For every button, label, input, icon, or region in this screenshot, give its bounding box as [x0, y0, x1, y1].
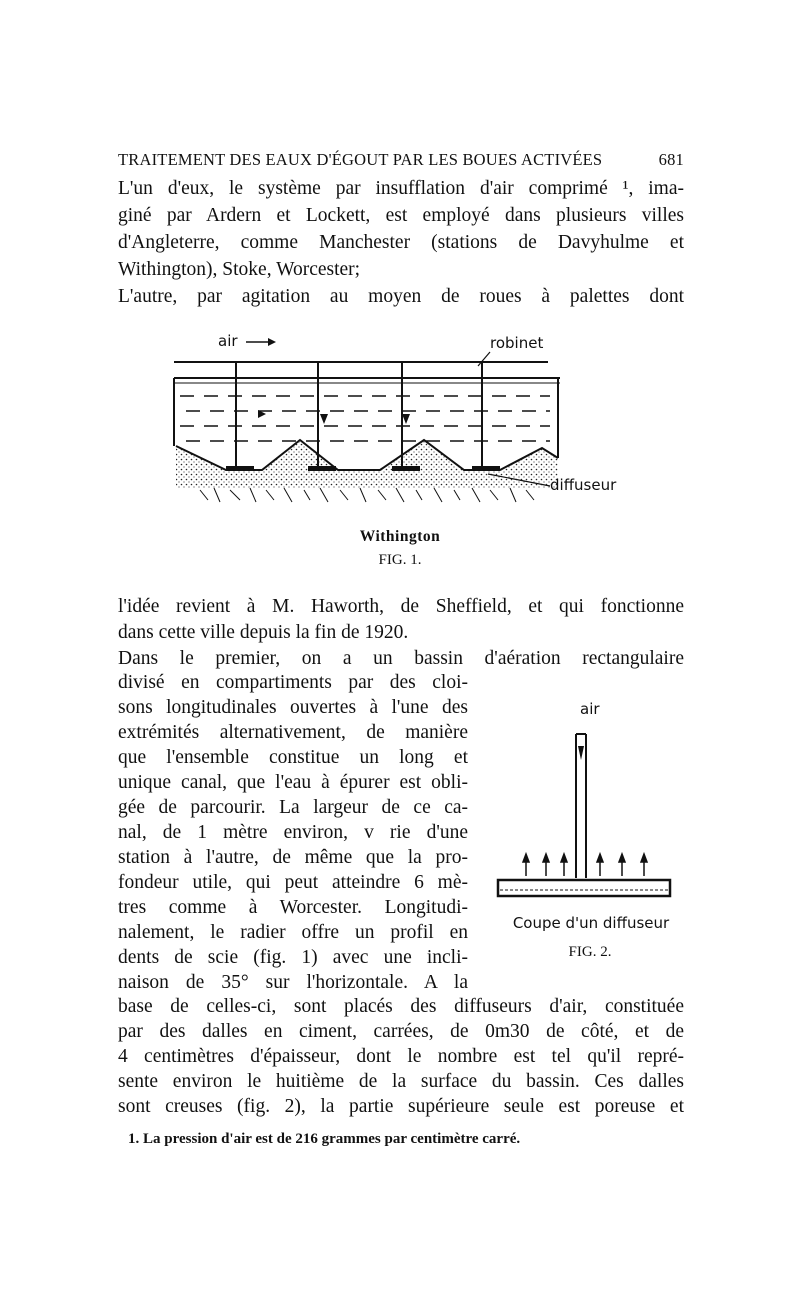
- fig2-caption: FIG. 2.: [568, 944, 612, 960]
- text-line: giné par Ardern et Lockett, est employé dans plusieurs villes: [118, 205, 684, 226]
- text-line: gée de parcourir. La largeur de ce ca-: [118, 797, 468, 818]
- text-line: d'Angleterre, comme Manchester (stations de Davyhulme et: [118, 232, 684, 253]
- text-line: station à l'autre, de même que la pro-: [118, 847, 468, 868]
- footnote: 1. La pression d'air est de 216 grammes par centimètre carré.: [128, 1131, 521, 1147]
- text-line: Dans le premier, on a un bassin d'aération rectangulaire: [118, 648, 684, 669]
- fig1-air-label: air: [218, 332, 238, 350]
- fig1-robinet-label: robinet: [490, 334, 544, 352]
- text-line: divisé en compartiments par des cloi-: [118, 672, 468, 693]
- text-line: base de celles-ci, sont placés des diffuseurs d'air, constituée: [118, 996, 684, 1017]
- text-line: par des dalles en ciment, carrées, de 0m30 de côté, et de: [118, 1021, 684, 1042]
- text-line: L'un d'eux, le système par insufflation d'air comprimé ¹, ima-: [118, 178, 684, 199]
- fig2-caption-title: Coupe d'un diffuseur: [512, 914, 670, 932]
- text-line: dents de scie (fig. 1) avec une incli-: [118, 947, 468, 968]
- text-line: sont creuses (fig. 2), la partie supérieure seule est poreuse et: [118, 1096, 684, 1117]
- fig2-air-label: air: [580, 700, 600, 718]
- text-line: fondeur utile, qui peut atteindre 6 mè-: [118, 872, 468, 893]
- page-number: 681: [658, 150, 684, 169]
- fig1-caption-title: Withington: [359, 528, 441, 545]
- text-line: naison de 35° sur l'horizontale. A la: [118, 972, 468, 993]
- text-line: L'autre, par agitation au moyen de roues à palettes dont: [118, 286, 684, 307]
- text-line: nalement, le radier offre un profil en: [118, 922, 468, 943]
- text-line: 4 centimètres d'épaisseur, dont le nombre est tel qu'il repré-: [118, 1046, 684, 1067]
- fig1-caption: FIG. 1.: [378, 552, 422, 568]
- fig1-diffuseur-label: diffuseur: [550, 476, 617, 494]
- text-line: l'idée revient à M. Haworth, de Sheffield, et qui fonctionne: [118, 596, 684, 617]
- figure-1-diagram: [170, 328, 617, 518]
- figure-2-diagram: [490, 690, 690, 915]
- text-line: que l'ensemble constitue un long et: [118, 747, 468, 768]
- text-line: sente environ le huitième de la surface du bassin. Ces dalles: [118, 1071, 684, 1092]
- text-line: dans cette ville depuis la fin de 1920.: [118, 622, 409, 643]
- running-title: TRAITEMENT DES EAUX D'ÉGOUT PAR LES BOUES ACTIVÉES: [118, 150, 603, 169]
- text-line: extrémités alternativement, de manière: [118, 722, 468, 743]
- text-line: nal, de 1 mètre environ, v rie d'une: [118, 822, 468, 843]
- text-line: sons longitudinales ouvertes à l'une des: [118, 697, 468, 718]
- text-line: unique canal, que l'eau à épurer est obli-: [118, 772, 468, 793]
- text-line: Withington), Stoke, Worcester;: [118, 259, 361, 280]
- text-line: tres comme à Worcester. Longitudi-: [118, 897, 468, 918]
